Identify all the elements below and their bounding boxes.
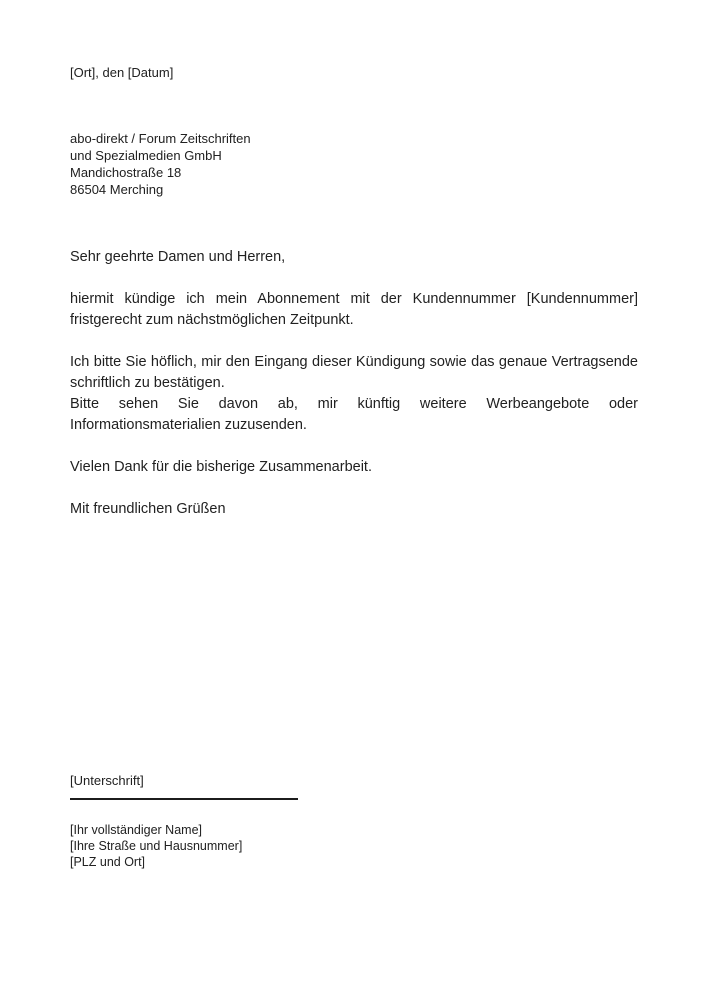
signature-line — [70, 798, 298, 800]
paragraph-thanks — [70, 457, 638, 478]
paragraph-cancellation — [70, 289, 638, 331]
sender-name-placeholder: [Ihr vollständiger Name] — [70, 823, 203, 837]
paragraph-confirmation-request — [70, 352, 638, 436]
paragraph-thanks-line-1: Vielen Dank für die bisherige Zusammenarbeit. — [70, 459, 372, 475]
signature-area — [70, 772, 298, 800]
paragraph-confirmation-line-2: schriftlich zu bestätigen. — [70, 375, 225, 391]
paragraph-cancellation-line-1: hiermit kündige ich mein Abonnement mit der Kundennummer [Kundennummer] — [70, 291, 638, 307]
letter-body — [70, 247, 638, 520]
paragraph-confirmation-line-1: Ich bitte Sie höflich, mir den Eingang dieser Kündigung sowie das genaue Vertragsende — [70, 354, 638, 370]
paragraph-cancellation-line-2: fristgerecht zum nächstmöglichen Zeitpunkt. — [70, 312, 354, 328]
recipient-address — [70, 130, 251, 198]
recipient-city: 86504 Merching — [70, 182, 164, 197]
salutation: Sehr geehrte Damen und Herren, — [70, 249, 286, 265]
sender-address — [70, 822, 242, 870]
closing-formula: Mit freundlichen Grüßen — [70, 501, 226, 517]
paragraph-no-ads-line-1: Bitte sehen Sie davon ab, mir künftig weitere Werbeangebote oder — [70, 396, 638, 412]
paragraph-no-ads-line-2: Informationsmaterialien zuzusenden. — [70, 417, 307, 433]
recipient-street: Mandichostraße 18 — [70, 165, 182, 180]
date-placeholder: [Ort], den [Datum] — [70, 65, 174, 80]
sender-street-placeholder: [Ihre Straße und Hausnummer] — [70, 839, 243, 853]
sender-city-placeholder: [PLZ und Ort] — [70, 855, 146, 869]
recipient-company-line-2: und Spezialmedien GmbH — [70, 148, 222, 163]
recipient-company-line-1: abo-direkt / Forum Zeitschriften — [70, 131, 251, 146]
signature-placeholder: [Unterschrift] — [70, 773, 144, 788]
